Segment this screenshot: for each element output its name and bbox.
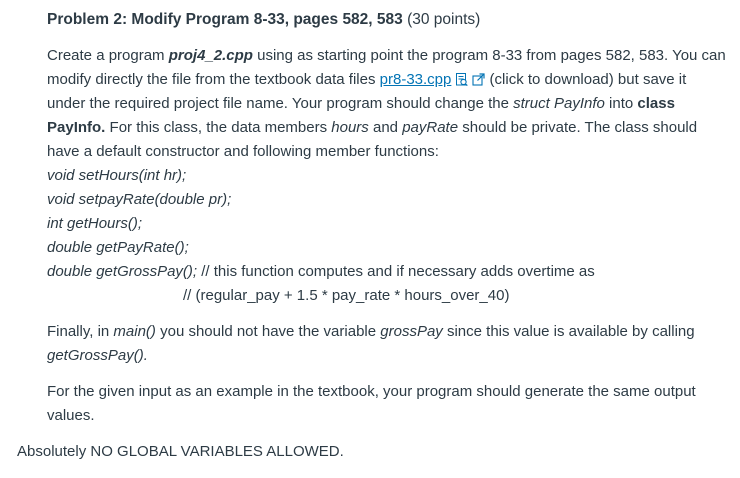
- text-segment: and: [368, 119, 403, 136]
- struct-name: struct PayInfo: [513, 95, 605, 112]
- problem-content: [47, 8, 727, 428]
- text-segment: using as starting point the program 8-33 from pages 582, 583. You can modify directly the file from the textbook data files: [47, 47, 726, 88]
- document-preview-icon[interactable]: [455, 73, 468, 86]
- instructions-paragraph: [47, 44, 727, 164]
- get-grosspay-comment: // this function computes and if necessary adds overtime as: [197, 263, 595, 280]
- project-filename: proj4_2.cpp: [168, 47, 253, 64]
- text-segment: (click to download) but save it under the required project file name. Your program should change the: [47, 71, 687, 112]
- code-line-get-grosspay: [47, 260, 727, 284]
- main-function: main(): [113, 323, 156, 340]
- problem-title: Problem 2: Modify Program 8-33, pages 582, 583: [47, 11, 403, 28]
- text-segment: should be private. The class should have a default constructor and following member functions:: [47, 119, 698, 160]
- code-line-get-hours: int getHours();: [47, 215, 143, 232]
- code-line-set-payrate: void setpayRate(double pr);: [47, 191, 232, 208]
- code-comment-formula: // (regular_pay + 1.5 * pay_rate * hours_over_40): [183, 287, 510, 304]
- get-grosspay-signature: double getGrossPay();: [47, 263, 198, 280]
- global-variables-notice: Absolutely NO GLOBAL VARIABLES ALLOWED.: [17, 443, 344, 460]
- main-instructions-paragraph: [47, 320, 727, 368]
- member-hours: hours: [331, 119, 369, 136]
- member-payrate: payRate: [402, 119, 459, 136]
- output-instructions-paragraph: For the given input as an example in the textbook, your program should generate the same output values.: [47, 383, 696, 424]
- class-name: class PayInfo.: [47, 95, 675, 136]
- code-line-get-payrate: double getPayRate();: [47, 239, 189, 256]
- text-segment: since this value is available by calling: [442, 323, 695, 340]
- grosspay-variable: grossPay: [380, 323, 443, 340]
- external-link-icon[interactable]: [472, 73, 485, 86]
- code-line-set-hours: void setHours(int hr);: [47, 167, 187, 184]
- text-segment: Finally, in: [47, 323, 114, 340]
- text-segment: you should not have the variable: [155, 323, 381, 340]
- problem-points: (30 points): [407, 11, 481, 28]
- problem-heading: [47, 8, 727, 32]
- text-segment: For this class, the data members: [105, 119, 332, 136]
- text-segment: into: [604, 95, 638, 112]
- download-file-link[interactable]: pr8-33.cpp: [379, 71, 452, 88]
- text-segment: Create a program: [47, 47, 169, 64]
- getgrosspay-function: getGrossPay().: [47, 347, 148, 364]
